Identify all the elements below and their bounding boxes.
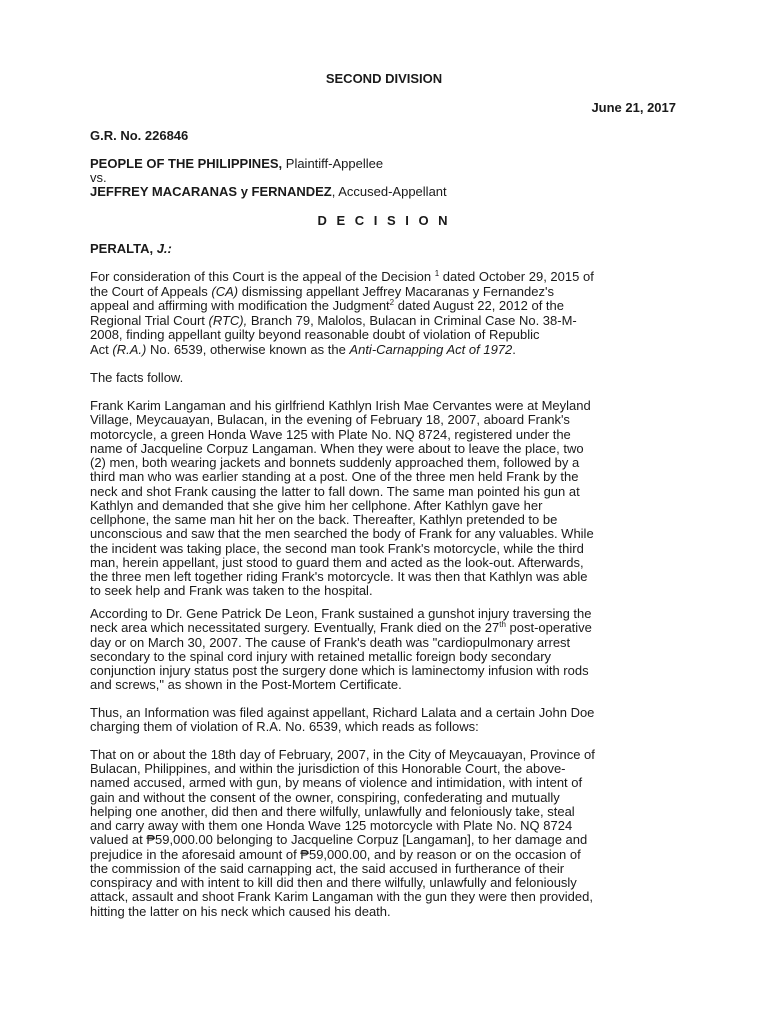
paragraph-line [90,299,564,314]
text-run: post-operative [505,620,592,635]
paragraph-line: and screws," as shown in the Post-Mortem Certificate. [90,677,402,692]
text-run-italic: (R.A.) [112,342,147,357]
text-run: No. 6539, otherwise known as the [146,342,350,357]
text-run: dated August 22, 2012 of the [394,298,564,313]
paragraph-line: Frank Karim Langaman and his girlfriend Kathlyn Irish Mae Cervantes were at Meyland [90,398,591,413]
text-run: appeal and affirming with modification the Judgment [90,298,390,313]
paragraph-line: conspiracy and with intent to kill did then and there wilfully, unlawfully and feloniously [90,875,577,890]
paragraph-line: the incident was taking place, the second man took Frank's motorcycle, while the third [90,541,584,556]
paragraph-line: gain and without the consent of the owner, conspiring, confederating and mutually [90,790,560,805]
paragraph-line: and carry away with them one Honda Wave 125 motorcycle with Plate No. NQ 8724 [90,818,573,833]
paragraph-line: motorcycle, a green Honda Wave 125 with Plate No. NQ 8724, registered under the [90,427,571,442]
paragraph-line: man, herein appellant, just stood to guard them and acted as the look-out. Afterwards, [90,555,584,570]
plaintiff-name: PEOPLE OF THE PHILIPPINES, [90,156,283,171]
case-number: G.R. No. 226846 [90,128,189,143]
versus-line: vs. [90,170,107,185]
ponente-title: J.: [156,241,172,256]
text-run-italic: Anti-Carnapping Act of 1972 [349,342,513,357]
paragraph-line: secondary to the spinal cord injury with retained metallic foreign body secondary [90,649,552,664]
paragraph-line: Kathlyn and demanded that she give him her cellphone. After Kathlyn gave her [90,498,543,513]
paragraph-line: charging them of violation of R.A. No. 6539, which reads as follows: [90,719,479,734]
paragraph-line: cellphone, the same man hit her on the back. Thereafter, Kathlyn pretended to be [90,512,558,527]
text-run-italic: (RTC), [208,313,248,328]
paragraph-line: Bulacan, Philippines, and within the jurisdiction of this Honorable Court, the above- [90,761,566,776]
paragraph-line: 2008, finding appellant guilty beyond reasonable doubt of violation of Republic [90,327,540,342]
accused-name: JEFFREY MACARANAS y FERNANDEZ [90,184,332,199]
paragraph-line [90,270,594,285]
paragraph-line: hitting the latter on his neck which caused his death. [90,904,391,919]
paragraph-line: third man who was earlier standing at a post. One of the three men held Frank by the [90,469,579,484]
paragraph-line: the commission of the said carnapping act, the said accused in furtherance of their [90,861,565,876]
paragraph-line: Village, Meycauayan, Bulacan, in the evening of February 18, 2007, aboard Frank's [90,412,570,427]
text-run: dismissing appellant Jeffrey Macaranas y Fernandez's [238,284,554,299]
text-run: dated October 29, 2015 of [439,269,594,284]
accused-line [90,185,447,200]
text-run: the Court of Appeals [90,284,212,299]
paragraph-line: to seek help and Frank was taken to the hospital. [90,583,373,598]
paragraph-line: (2) men, both wearing jackets and bonnets suddenly approached them, followed by a [90,455,580,470]
text-run: neck area which necessitated surgery. Eventually, Frank died on the 27 [90,620,500,635]
paragraph-line: the three men left together riding Frank's motorcycle. It was then that Kathlyn was able [90,569,588,584]
text-run-italic: (CA) [211,284,239,299]
plaintiff-role: Plaintiff-Appellee [282,156,384,171]
ponente [90,242,172,257]
paragraph-facts-intro: The facts follow. [90,370,184,385]
footnote-ref: 1 [434,269,440,278]
paragraph-line: neck and shot Frank causing the latter to fall down. The same man pointed his gun at [90,484,580,499]
text-run: Regional Trial Court [90,313,209,328]
text-run: . [512,342,516,357]
paragraph-line: attack, assault and shoot Frank Karim Langaman with the gun they were then provided, [90,889,593,904]
plaintiff-line [90,157,383,172]
paragraph-line: That on or about the 18th day of February, 2007, in the City of Meycauayan, Province of [90,747,595,762]
paragraph-line: unconscious and saw that the men searched the body of Frank for any valuables. While [90,526,594,541]
paragraph-line: helping one another, did then and there wilfully, unlawfully and feloniously take, steal [90,804,575,819]
ponente-name: PERALTA, [90,241,157,256]
paragraph-line: According to Dr. Gene Patrick De Leon, Frank sustained a gunshot injury traversing the [90,606,592,621]
text-run: For consideration of this Court is the appeal of the Decision [90,269,435,284]
division-heading: SECOND DIVISION [325,71,443,86]
ordinal-suffix: th [499,620,506,629]
paragraph-line: name of Jacqueline Corpuz Langaman. When they were about to leave the place, two [90,441,584,456]
paragraph-line: valued at ₱59,000.00 belonging to Jacqueline Corpuz [Langaman], to her damage and [90,832,588,847]
paragraph-line: day or on March 30, 2007. The cause of Frank's death was "cardiopulmonary arrest [90,635,571,650]
paragraph-line [90,343,516,358]
decision-date: June 21, 2017 [591,100,676,115]
decision-heading: D E C I S I O N [317,213,451,228]
paragraph-line: named accused, armed with gun, by means of violence and intimidation, with intent of [90,775,583,790]
paragraph-line: prejudice in the aforesaid amount of ₱59,000.00, and by reason or on the occasion of [90,847,581,862]
footnote-ref: 2 [389,298,395,307]
paragraph-line: Thus, an Information was filed against appellant, Richard Lalata and a certain John Doe [90,705,595,720]
text-run: Act [90,342,113,357]
accused-role: , Accused-Appellant [331,184,447,199]
text-run: Branch 79, Malolos, Bulacan in Criminal Case No. 38-M- [247,313,577,328]
paragraph-line [90,621,592,636]
paragraph-line: conjunction injury status post the surgery done which is laminectomy infusion with rods [90,663,589,678]
